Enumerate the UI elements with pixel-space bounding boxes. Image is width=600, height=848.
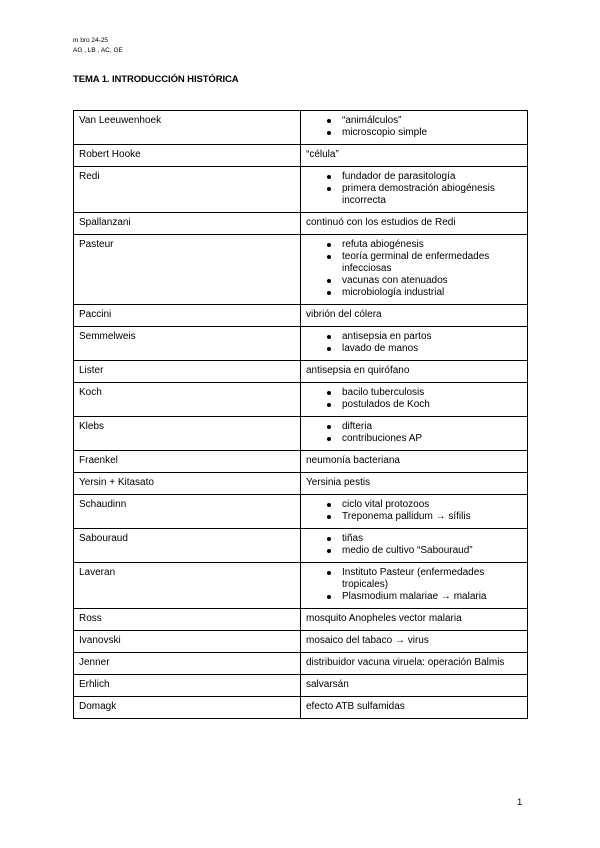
scientist-name: Yersin + Kitasato: [74, 473, 301, 495]
contribution-cell: [301, 145, 528, 167]
table-row: [74, 563, 528, 609]
scientist-name: Semmelweis: [74, 327, 301, 361]
contribution-cell: [301, 675, 528, 697]
contribution-text: efecto ATB sulfamidas: [306, 701, 405, 712]
contribution-list: [306, 421, 522, 445]
contribution-item: microscopio simple: [342, 127, 522, 139]
contribution-item: “animálculos”: [342, 115, 522, 127]
table-row: [74, 631, 528, 653]
table-row: [74, 235, 528, 305]
contribution-cell: [301, 697, 528, 719]
contribution-cell: [301, 609, 528, 631]
contribution-item: ciclo vital protozoos: [342, 499, 522, 511]
contribution-text: Yersinia pestis: [306, 477, 371, 488]
contribution-cell: [301, 631, 528, 653]
contribution-list: [306, 331, 522, 355]
scientist-name: Pasteur: [74, 235, 301, 305]
contribution-cell: [301, 529, 528, 563]
scientist-name: Klebs: [74, 417, 301, 451]
contribution-item: bacilo tuberculosis: [342, 387, 522, 399]
page-title: TEMA 1. INTRODUCCIÓN HISTÓRICA: [73, 74, 239, 85]
contribution-item: Treponema pallidum → sífilis: [342, 511, 522, 523]
contribution-text: continuó con los estudios de Redi: [306, 217, 456, 228]
scientist-name: Van Leeuwenhoek: [74, 111, 301, 145]
contribution-item: microbiología industrial: [342, 287, 522, 299]
contribution-text: distribuidor vacuna viruela: operación Balmis: [306, 657, 505, 668]
scientist-name: Redi: [74, 167, 301, 213]
scientist-name: Sabouraud: [74, 529, 301, 563]
scientist-name: Ivanovski: [74, 631, 301, 653]
contribution-text: mosaico del tabaco → virus: [306, 635, 429, 646]
contribution-cell: [301, 111, 528, 145]
contribution-cell: [301, 417, 528, 451]
contribution-text: antisepsia en quirófano: [306, 365, 410, 376]
scientist-name: Erhlich: [74, 675, 301, 697]
contribution-item: lavado de manos: [342, 343, 522, 355]
history-table: [73, 110, 528, 719]
contribution-text: mosquito Anopheles vector malaria: [306, 613, 462, 624]
scientist-name: Jenner: [74, 653, 301, 675]
table-row: [74, 167, 528, 213]
scientist-name: Paccini: [74, 305, 301, 327]
table-row: [74, 697, 528, 719]
contribution-list: [306, 533, 522, 557]
table-row: [74, 495, 528, 529]
table-row: [74, 417, 528, 451]
contribution-cell: [301, 167, 528, 213]
scientist-name: Fraenkel: [74, 451, 301, 473]
contribution-item: medio de cultivo “Sabouraud”: [342, 545, 522, 557]
table-row: [74, 361, 528, 383]
table-row: [74, 529, 528, 563]
contribution-list: [306, 567, 522, 603]
contribution-item: vacunas con atenuados: [342, 275, 522, 287]
contribution-cell: [301, 327, 528, 361]
scientist-name: Schaudinn: [74, 495, 301, 529]
scientist-name: Lister: [74, 361, 301, 383]
contribution-item: fundador de parasitología: [342, 171, 522, 183]
contribution-cell: [301, 235, 528, 305]
table-row: [74, 451, 528, 473]
contribution-list: [306, 499, 522, 523]
contribution-cell: [301, 473, 528, 495]
contribution-cell: [301, 305, 528, 327]
scientist-name: Domagk: [74, 697, 301, 719]
contribution-item: tiñas: [342, 533, 522, 545]
scientist-name: Laveran: [74, 563, 301, 609]
contribution-item: difteria: [342, 421, 522, 433]
contribution-item: teoría germinal de enfermedades infecciosas: [342, 251, 522, 275]
table-row: [74, 609, 528, 631]
table-row: [74, 383, 528, 417]
table-row: [74, 675, 528, 697]
contribution-list: [306, 387, 522, 411]
scientist-name: Koch: [74, 383, 301, 417]
contribution-item: antisepsia en partos: [342, 331, 522, 343]
contribution-cell: [301, 383, 528, 417]
contribution-item: refuta abiogénesis: [342, 239, 522, 251]
table-row: [74, 327, 528, 361]
table-row: [74, 305, 528, 327]
document-header: [73, 36, 123, 56]
contribution-item: Instituto Pasteur (enfermedades tropicales): [342, 567, 522, 591]
page-number: 1: [517, 797, 523, 808]
contribution-text: neumonía bacteriana: [306, 455, 400, 466]
table-row: [74, 473, 528, 495]
header-authors: AG , LB , AC, GE: [73, 47, 123, 54]
scientist-name: Spallanzani: [74, 213, 301, 235]
scientist-name: Robert Hooke: [74, 145, 301, 167]
contribution-item: primera demostración abiogénesis incorrecta: [342, 183, 522, 207]
contribution-cell: [301, 213, 528, 235]
contribution-item: postulados de Koch: [342, 399, 522, 411]
contribution-list: [306, 171, 522, 207]
contribution-text: “célula”: [306, 149, 339, 160]
contribution-cell: [301, 495, 528, 529]
contribution-item: contribuciones AP: [342, 433, 522, 445]
contribution-item: Plasmodium malariae → malaria: [342, 591, 522, 603]
contribution-text: vibrión del cólera: [306, 309, 382, 320]
contribution-cell: [301, 653, 528, 675]
contribution-cell: [301, 451, 528, 473]
table-row: [74, 145, 528, 167]
table-row: [74, 213, 528, 235]
contribution-cell: [301, 361, 528, 383]
contribution-text: salvarsán: [306, 679, 349, 690]
header-course: m bro 24-25: [73, 37, 109, 44]
table-row: [74, 111, 528, 145]
history-table-body: [74, 111, 528, 719]
scientist-name: Ross: [74, 609, 301, 631]
table-row: [74, 653, 528, 675]
contribution-list: [306, 239, 522, 299]
contribution-list: [306, 115, 522, 139]
contribution-cell: [301, 563, 528, 609]
